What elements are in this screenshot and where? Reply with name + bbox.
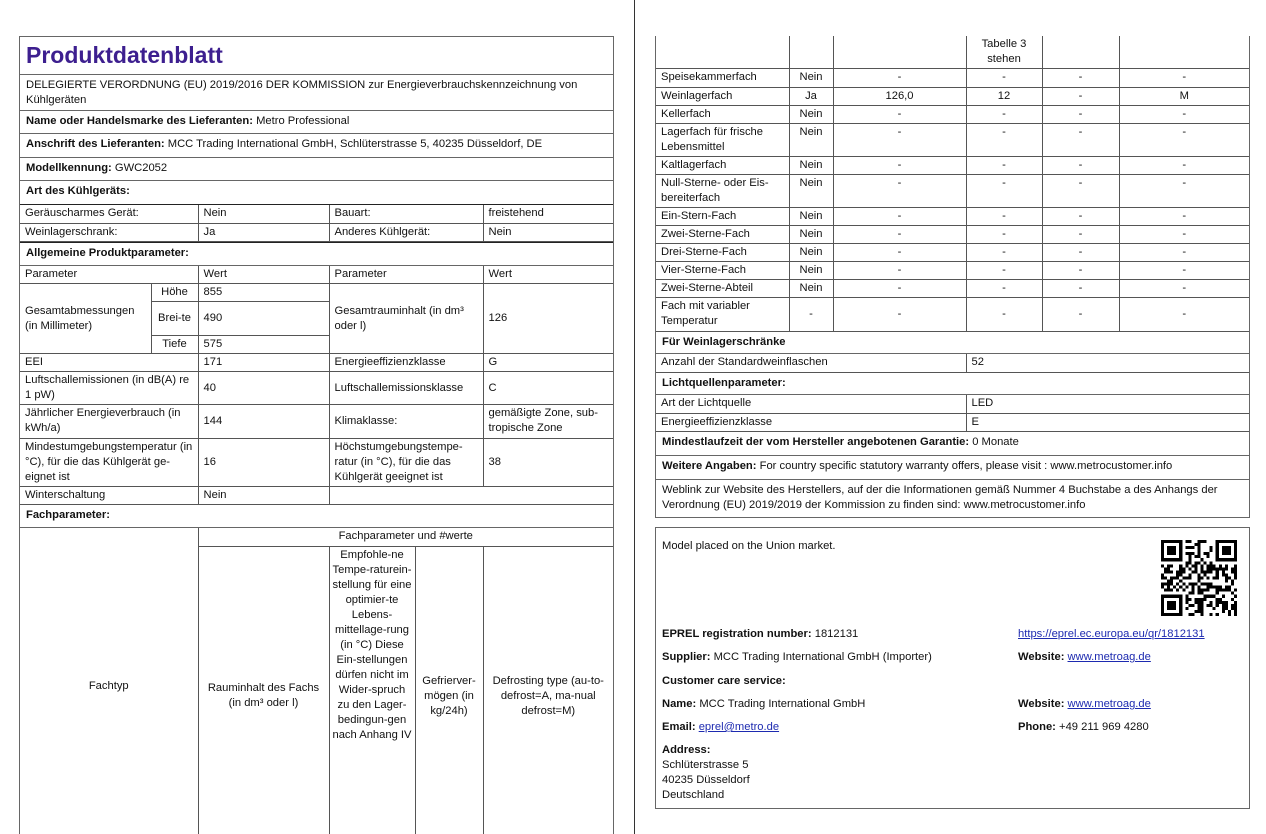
compartment-row <box>656 243 1249 261</box>
col-header-value: Wert <box>198 266 329 284</box>
compartment-defrost: - <box>1119 174 1249 207</box>
compartment-defrost: - <box>1119 105 1249 123</box>
further-info-value: For country specific statutory warranty offers, please visit : www.metrocustomer.info <box>759 459 1173 472</box>
compartment-present: Nein <box>789 123 833 156</box>
compartment-freeze: - <box>1042 105 1119 123</box>
compartment-name: Kaltlagerfach <box>656 156 789 174</box>
model-row <box>20 158 613 181</box>
regulation-text: DELEGIERTE VERORDNUNG (EU) 2019/2016 DER KOMMISSION zur Energieverbrauchskennzeichnung von Kühlgeräten <box>20 75 613 111</box>
compartment-freeze: - <box>1042 261 1119 279</box>
compartment-vol: - <box>833 243 966 261</box>
compartment-name: Zwei-Sterne-Abteil <box>656 279 789 297</box>
compartment-temp: - <box>966 174 1042 207</box>
compartment-row <box>656 225 1249 243</box>
address-line: Deutschland <box>662 789 725 801</box>
compartment-present: Nein <box>789 243 833 261</box>
compartment-temp: - <box>966 156 1042 174</box>
compartment-present: Nein <box>789 69 833 87</box>
eprel-reg-row: EPREL registration number: 1812131 <box>662 628 859 640</box>
compartment-name: Fach mit variabler Temperatur <box>656 297 789 331</box>
winter-label: Winterschaltung <box>20 487 198 505</box>
table-row: Weinlagerschrank: Ja Anderes Kühlgerät: Nein <box>20 223 613 241</box>
table-row: Mindestumgebungstemperatur (in °C), für die das Kühlgerät ge-eignet ist 16 Höchstumgebungstempe-ratur (in °C), für die das Kühlgerät geeignet ist 38 <box>20 439 613 487</box>
compartment-row <box>656 156 1249 174</box>
bottles-label: Anzahl der Standardweinflaschen <box>656 354 966 373</box>
compartment-row <box>656 87 1249 105</box>
light-type-value: LED <box>966 395 1249 413</box>
compartment-temp: - <box>966 105 1042 123</box>
rauminhalt-header: Rauminhalt des Fachs (in dm³ oder l) <box>198 546 329 834</box>
compartment-present: Nein <box>789 105 833 123</box>
compartment-present: Nein <box>789 156 833 174</box>
volume-label: Gesamtrauminhalt (in dm³ oder l) <box>329 284 483 354</box>
compartment-present: Nein <box>789 225 833 243</box>
care-phone-value: +49 211 969 4280 <box>1059 721 1149 733</box>
compartment-vol: - <box>833 123 966 156</box>
compartment-defrost: - <box>1119 123 1249 156</box>
general-params-table: Parameter Wert Parameter Wert Gesamtabmessungen (in Millimeter) Höhe 855 Gesamtrauminhalt (in dm³ oder l) 126 Brei-te 490 Tiefe 575 EEI 171 Energieeffizienzklasse G Luftschallemissionen (in dB(A) re 1 pW) 40 Luftschallemissionsklasse C Jährlicher Energieverbrauch (in kWh/a) 144 Klimaklasse: gemäßigte Zone, sub-tropische Zone Mindestumgebungstemperatur (in °C), für die das Kühlgerät ge-eignet ist 16 Höchstumgebungstempe-ratur (in °C), für die das Kühlgerät geeignet ist 38 Winterschaltung Nein <box>20 266 613 506</box>
wine-heading: Für Weinlagerschränke <box>656 332 1249 354</box>
compartment-row <box>656 123 1249 156</box>
col-header-value-2: Wert <box>483 266 613 284</box>
care-email-link[interactable]: eprel@metro.de <box>698 721 780 733</box>
compartment-row <box>656 261 1249 279</box>
compartment-temp: - <box>966 225 1042 243</box>
compartment-temp: - <box>966 243 1042 261</box>
compartment-defrost: - <box>1119 279 1249 297</box>
compartment-freeze: - <box>1042 174 1119 207</box>
compartment-rows <box>656 69 1249 332</box>
compartment-name: Speisekammerfach <box>656 69 789 87</box>
height-value: 855 <box>198 284 329 302</box>
table-row: Jährlicher Energieverbrauch (in kWh/a) 144 Klimaklasse: gemäßigte Zone, sub-tropische Zone <box>20 405 613 439</box>
winter-value: Nein <box>198 487 329 505</box>
compartment-row <box>656 69 1249 87</box>
bottles-value: 52 <box>966 354 1249 373</box>
care-name-value: MCC Trading International GmbH <box>699 698 866 710</box>
address-line: 40235 Düsseldorf <box>662 774 750 786</box>
supplier-name-row <box>20 111 613 134</box>
compartment-vol: - <box>833 261 966 279</box>
compartment-present: Nein <box>789 207 833 225</box>
compartment-present: Nein <box>789 279 833 297</box>
compartment-vol: - <box>833 105 966 123</box>
compartment-name: Null-Sterne- oder Eis-bereiterfach <box>656 174 789 207</box>
col-header-param-2: Parameter <box>329 266 483 284</box>
compartment-row <box>656 174 1249 207</box>
compartment-freeze: - <box>1042 225 1119 243</box>
table-row: Luftschallemissionen (in dB(A) re 1 pW) 40 Luftschallemissionsklasse C <box>20 372 613 405</box>
compartment-name: Ein-Stern-Fach <box>656 207 789 225</box>
compartment-vol: - <box>833 225 966 243</box>
care-email-row: Email: eprel@metro.de <box>662 721 780 733</box>
table-row: Geräuscharmes Gerät: Nein Bauart: freistehend <box>20 205 613 223</box>
compartment-table <box>656 36 1249 69</box>
compartment-defrost: - <box>1119 207 1249 225</box>
compartment-defrost: - <box>1119 243 1249 261</box>
supplier-name-value: Metro Professional <box>256 115 350 127</box>
continued-frame <box>655 36 1250 518</box>
defrost-header: Defrosting type (au-to-defrost=A, ma-nual defrost=M) <box>483 546 613 834</box>
compartment-vol: - <box>833 279 966 297</box>
care-name-row: Name: MCC Trading International GmbH <box>662 698 866 710</box>
compartment-temp: - <box>966 69 1042 87</box>
width-value: 490 <box>198 302 329 336</box>
light-heading: Lichtquellenparameter: <box>656 373 1249 395</box>
compartment-temp: 12 <box>966 87 1042 105</box>
compartment-present: Nein <box>789 261 833 279</box>
compartment-temp: - <box>966 297 1042 331</box>
depth-value: 575 <box>198 336 329 354</box>
temp-header: Empfohle-ne Tempe-raturein-stellung für eine optimier-te Lebens-mittellage-rung (in °C) Diese Ein-stellungen dürfen nicht im Wider-spruch zu den Lager-bedingun-gen nach Anhang IV <box>329 546 415 834</box>
compartment-freeze: - <box>1042 243 1119 261</box>
compartment-name: Kellerfach <box>656 105 789 123</box>
compartment-name: Lagerfach für frische Lebensmittel <box>656 123 789 156</box>
compartment-present: Ja <box>789 87 833 105</box>
compartment-name: Weinlagerfach <box>656 87 789 105</box>
further-info-row: Weitere Angaben: For country specific statutory warranty offers, please visit : www.metrocustomer.info <box>656 456 1249 480</box>
page-title: Produktdatenblatt <box>26 42 223 68</box>
compartment-vol: - <box>833 156 966 174</box>
compartment-freeze: - <box>1042 69 1119 87</box>
compartment-temp: - <box>966 279 1042 297</box>
continued-text: Tabelle 3 stehen <box>966 36 1042 69</box>
datasheet-frame <box>19 36 614 834</box>
compartment-freeze: - <box>1042 279 1119 297</box>
compartment-vol: - <box>833 69 966 87</box>
supplier-website-link[interactable]: www.metroag.de <box>1067 651 1151 663</box>
col-header-param: Parameter <box>20 266 198 284</box>
compartment-freeze: - <box>1042 156 1119 174</box>
care-website-link[interactable]: www.metroag.de <box>1067 698 1151 710</box>
compartment-vol: - <box>833 297 966 331</box>
light-class-value: E <box>966 413 1249 431</box>
fach-heading: Fachparameter: <box>20 505 613 528</box>
compartment-defrost: - <box>1119 225 1249 243</box>
weblink-text: Weblink zur Website des Herstellers, auf der die Informationen gemäß Nummer 4 Buchstabe a des Anhangs der Verordnung (EU) 2019/2019 der Kommission zu finden sind: www.metrocustomer.info <box>662 483 1218 511</box>
model-label: Modellkennung: <box>26 162 112 174</box>
compartment-temp: - <box>966 261 1042 279</box>
customer-care-heading: Customer care service: <box>662 675 786 687</box>
care-address: Address: Schlüterstrasse 5 40235 Düsseldorf Deutschland <box>662 744 750 801</box>
dimensions-label: Gesamtabmessungen (in Millimeter) <box>20 284 151 354</box>
table-row: EEI 171 Energieeffizienzklasse G <box>20 354 613 372</box>
eprel-qr-link[interactable]: https://eprel.ec.europa.eu/qr/1812131 <box>1018 628 1205 640</box>
compartment-temp: - <box>966 207 1042 225</box>
compartment-defrost: - <box>1119 69 1249 87</box>
compartment-vol: 126,0 <box>833 87 966 105</box>
address-line: Schlüterstrasse 5 <box>662 759 749 771</box>
supplier-address-row <box>20 134 613 158</box>
volume-value: 126 <box>483 284 613 354</box>
gefrier-header: Gefrierver-mögen (in kg/24h) <box>415 546 483 834</box>
care-website-row: Website: www.metroag.de <box>1018 698 1151 710</box>
supplier-address-value: MCC Trading International GmbH, Schlüterstrasse 5, 40235 Düsseldorf, DE <box>167 138 543 150</box>
guarantee-row: Mindestlaufzeit der vom Hersteller angebotenen Garantie: 0 Monate <box>656 432 1249 456</box>
fach-group-header: Fachparameter und #werte <box>198 528 613 546</box>
compartment-vol: - <box>833 174 966 207</box>
eprel-reg-value: 1812131 <box>814 628 859 640</box>
eprel-supplier-row: Supplier: MCC Trading International GmbH (Importer) <box>662 651 932 663</box>
fach-header-table <box>20 528 613 834</box>
general-heading: Allgemeine Produktparameter: <box>20 242 613 266</box>
compartment-freeze: - <box>1042 207 1119 225</box>
eprel-website-row: Website: www.metroag.de <box>1018 651 1151 663</box>
supplier-address-label: Anschrift des Lieferanten: <box>26 138 165 150</box>
care-phone-row: Phone: +49 211 969 4280 <box>1018 721 1149 733</box>
compartment-defrost: - <box>1119 156 1249 174</box>
datasheet-page-right <box>636 0 1266 834</box>
table-row <box>20 487 613 505</box>
compartment-vol: - <box>833 207 966 225</box>
union-market-text: Model placed on the Union market. <box>662 540 836 552</box>
compartment-defrost: - <box>1119 261 1249 279</box>
compartment-temp: - <box>966 123 1042 156</box>
light-table: Art der Lichtquelle LED Energieeffizienzklasse E <box>656 395 1249 432</box>
type-heading: Art des Kühlgeräts: <box>20 181 613 205</box>
qr-code-icon[interactable] <box>1161 540 1237 616</box>
compartment-freeze: - <box>1042 123 1119 156</box>
compartment-name: Drei-Sterne-Fach <box>656 243 789 261</box>
compartment-defrost: M <box>1119 87 1249 105</box>
compartment-row <box>656 105 1249 123</box>
supplier-name-label: Name oder Handelsmarke des Lieferanten: <box>26 115 253 127</box>
compartment-row <box>656 279 1249 297</box>
wine-table <box>656 354 1249 374</box>
compartment-name: Vier-Sterne-Fach <box>656 261 789 279</box>
compartment-row <box>656 207 1249 225</box>
guarantee-value: 0 Monate <box>972 435 1019 448</box>
model-value: GWC2052 <box>114 162 168 174</box>
compartment-present: - <box>789 297 833 331</box>
eprel-box <box>655 527 1250 809</box>
compartment-defrost: - <box>1119 297 1249 331</box>
type-table <box>20 205 613 242</box>
compartment-present: Nein <box>789 174 833 207</box>
compartment-freeze: - <box>1042 87 1119 105</box>
eprel-supplier-value: MCC Trading International GmbH (Importer) <box>713 651 932 663</box>
compartment-freeze: - <box>1042 297 1119 331</box>
fachtyp-header: Fachtyp <box>20 528 198 834</box>
compartment-row <box>656 297 1249 331</box>
compartment-name: Zwei-Sterne-Fach <box>656 225 789 243</box>
